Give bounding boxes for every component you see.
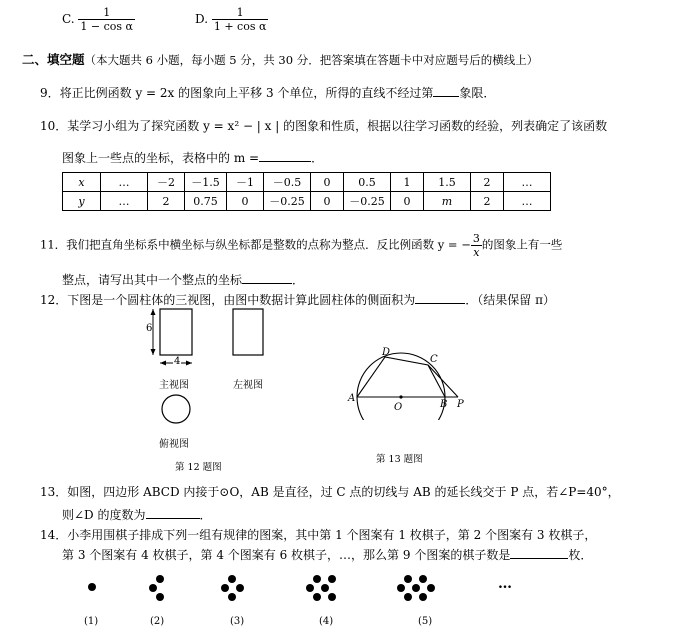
circle-figure bbox=[345, 340, 475, 420]
option-d-numerator: 1 bbox=[212, 6, 269, 20]
table-cell: 2 bbox=[148, 192, 185, 211]
question-11-fraction-den: x bbox=[473, 246, 480, 259]
patterns-ellipsis: … bbox=[498, 576, 512, 592]
front-view-rect bbox=[160, 309, 192, 355]
option-d-label: D. bbox=[195, 12, 209, 26]
table-cell: … bbox=[504, 173, 551, 192]
question-13-line2 bbox=[62, 506, 212, 523]
option-c-fraction bbox=[78, 6, 135, 33]
table-row-x bbox=[63, 173, 551, 192]
front-view-label: 主视图 bbox=[159, 380, 189, 391]
question-14-line1: 14．小李用围棋子排成下列一组有规律的图案，其中第 1 个图案有 1 枚棋子，第 2 个图案有 3 枚棋子， bbox=[40, 528, 597, 542]
option-c-numerator: 1 bbox=[78, 6, 135, 20]
pattern-1 bbox=[88, 583, 96, 591]
height-label: 6 bbox=[146, 323, 153, 334]
question-12 bbox=[40, 291, 555, 308]
width-label: 4 bbox=[174, 356, 181, 367]
table-cell: 0.75 bbox=[185, 192, 227, 211]
value-table bbox=[62, 172, 551, 211]
pattern-label-4: (4) bbox=[319, 616, 334, 627]
left-view-rect bbox=[233, 309, 263, 355]
table-cell: 0 bbox=[227, 192, 264, 211]
question-9 bbox=[40, 84, 495, 101]
section-title: 二、填空题 bbox=[22, 52, 85, 67]
stone-patterns bbox=[75, 566, 535, 610]
table-cell: 0 bbox=[391, 192, 424, 211]
table-cell: … bbox=[101, 173, 148, 192]
question-11-fraction-num: 3 bbox=[472, 232, 480, 245]
table-cell: 0 bbox=[311, 173, 344, 192]
question-13-line1: 13．如图，四边形 ABCD 内接于⊙O，AB 是直径，过 C 点的切线与 AB 的延长线交于 P 点，若∠P=40°， bbox=[40, 485, 620, 499]
question-11-text-end: ． bbox=[292, 273, 305, 287]
question-9-text-end: 象限． bbox=[459, 86, 496, 100]
question-14-answer-blank[interactable] bbox=[510, 558, 568, 559]
pattern-2 bbox=[149, 575, 164, 601]
table-cell: 0 bbox=[311, 192, 344, 211]
pattern-4 bbox=[306, 575, 336, 601]
table-cell: 1 bbox=[391, 173, 424, 192]
section-heading bbox=[22, 50, 538, 68]
table-cell: －0.25 bbox=[264, 192, 311, 211]
question-14-text-end: 枚． bbox=[568, 548, 593, 562]
table-cell: －0.25 bbox=[344, 192, 391, 211]
question-11-text-mid: 的图象上有一些 bbox=[481, 237, 563, 252]
table-row-y bbox=[63, 192, 551, 211]
point-d-label: D bbox=[382, 347, 391, 358]
pattern-label-3: (3) bbox=[230, 616, 245, 627]
question-14-text: 第 3 个图案有 4 枚棋子，第 4 个图案有 6 枚棋子，…，那么第 9 个图案的棋子数是 bbox=[62, 548, 511, 562]
question-10-answer-blank[interactable] bbox=[259, 161, 311, 162]
question-9-text: 9．将正比例函数 y = 2x 的图象向上平移 3 个单位，所得的直线不经过第 bbox=[40, 86, 434, 100]
pattern-5 bbox=[397, 575, 435, 601]
table-cell: 2 bbox=[471, 192, 504, 211]
option-d-fraction bbox=[212, 6, 269, 33]
table-cell: 1.5 bbox=[424, 173, 471, 192]
question-11-answer-blank[interactable] bbox=[242, 283, 292, 284]
option-d bbox=[195, 6, 268, 33]
question-11-text: 11．我们把直角坐标系中横坐标与纵坐标都是整数的点称为整点．反比例函数 y = − bbox=[40, 237, 471, 252]
top-view-circle bbox=[162, 395, 190, 423]
question-12-answer-blank[interactable] bbox=[415, 303, 465, 304]
pattern-label-2: (2) bbox=[150, 616, 165, 627]
table-cell: －1.5 bbox=[185, 173, 227, 192]
figure-13-caption: 第 13 题图 bbox=[376, 454, 423, 465]
option-c bbox=[62, 6, 135, 33]
question-11-text2: 整点，请写出其中一个整点的坐标 bbox=[62, 273, 243, 287]
top-view-label: 俯视图 bbox=[159, 439, 189, 450]
table-header-y: y bbox=[63, 192, 101, 211]
table-cell: －1 bbox=[227, 173, 264, 192]
question-10-text: 图象上一些点的坐标，表格中的 m = bbox=[62, 151, 260, 165]
question-13-text: 则∠D 的度数为 bbox=[62, 508, 146, 522]
pattern-3 bbox=[221, 575, 244, 601]
pattern-label-5: (5) bbox=[418, 616, 433, 627]
point-b-label: B bbox=[440, 399, 448, 410]
table-cell: … bbox=[101, 192, 148, 211]
option-c-denominator: 1 − cos α bbox=[80, 20, 133, 33]
point-o-label: O bbox=[394, 402, 403, 413]
point-p-label: P bbox=[457, 399, 464, 410]
question-12-text: 12．下图是一个圆柱体的三视图，由图中数据计算此圆柱体的侧面积为 bbox=[40, 293, 416, 307]
question-14-line2 bbox=[62, 546, 592, 563]
question-10-text-end: ． bbox=[311, 151, 324, 165]
point-c-label: C bbox=[430, 354, 438, 365]
left-view-label: 左视图 bbox=[233, 380, 263, 391]
option-d-denominator: 1 + cos α bbox=[213, 20, 267, 33]
table-cell: 0.5 bbox=[344, 173, 391, 192]
question-12-text-end: ．（结果保留 π） bbox=[465, 293, 555, 307]
table-header-x: x bbox=[63, 173, 101, 192]
question-13-text-end: ． bbox=[199, 508, 212, 522]
figure-12-caption: 第 12 题图 bbox=[175, 462, 222, 473]
table-cell: －0.5 bbox=[264, 173, 311, 192]
point-a-label: A bbox=[348, 393, 356, 404]
question-13-answer-blank[interactable] bbox=[146, 518, 200, 519]
section-note: （本大题共 6 小题，每小题 5 分，共 30 分．把答案填在答题卡中对应题号后的横线上） bbox=[84, 53, 539, 67]
table-cell: m bbox=[424, 192, 471, 211]
question-11-fraction bbox=[471, 232, 482, 259]
table-cell: 2 bbox=[471, 173, 504, 192]
pattern-label-1: (1) bbox=[84, 616, 99, 627]
question-10-line2 bbox=[62, 149, 323, 166]
table-cell: … bbox=[504, 192, 551, 211]
option-c-label: C. bbox=[62, 12, 75, 26]
question-11-line1 bbox=[40, 232, 562, 259]
table-cell: －2 bbox=[148, 173, 185, 192]
question-11-line2 bbox=[62, 271, 304, 288]
question-10-line1: 10．某学习小组为了探究函数 y = x² − | x | 的图象和性质，根据以往学习函数的经验，列表确定了该函数 bbox=[40, 119, 608, 133]
question-9-answer-blank[interactable] bbox=[433, 96, 459, 97]
